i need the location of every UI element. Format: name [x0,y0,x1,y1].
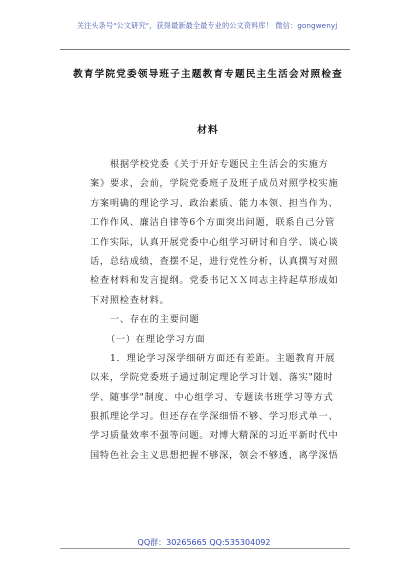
body-line: 以来，学院党委班子通过制定理论学习计划、落实"随时 [90,372,334,384]
subsection-heading: （一）在理论学习方面 [106,333,206,345]
footer-divider [60,548,350,549]
document-body [90,155,358,465]
body-line: 根据学校党委《关于开好专题民主生活会的实施方 [110,159,329,170]
body-line: 检查材料和发言提纲。党委书记ＸＸ同志主持起草形成如 [90,275,339,287]
header-notice: 关注头条号"公文研究"，获得最新最全最专业的公文资料库！ 微信：gongwenyj [76,21,338,30]
section-heading: 一、存在的主要问题 [110,314,200,326]
footer-contact: QQ群：30265665 QQ:535304092 [137,538,271,547]
body-line: 工作实际，认真开展党委中心组学习研讨和自学、谈心谈 [90,236,339,248]
document-title: 教育学院党委领导班子主题教育专题民主生活会对照检查 [73,69,343,80]
body-line: 话，总结成绩，查摆不足，进行党性分析，认真撰写对照 [90,255,339,267]
body-line: 下对照检查材料。 [90,294,170,306]
body-line: 方案明确的理论学习、政治素质、能力本领、担当作为、 [90,197,339,209]
body-line: 学习质量效率不强等问题。对博大精深的习近平新时代中 [90,430,339,442]
body-line: 工作作风、廉洁自律等6个方面突出问题，联系自己分管 [90,217,336,229]
body-line: 国特色社会主义思想把握不够深，领会不够透，离学深悟 [90,449,339,461]
document-title-continued: 材料 [197,125,219,136]
body-line: 学、随事学"制度、中心组学习、专题读书班学习等方式 [90,391,334,403]
body-line: 1．理论学习深学细研方面还有差距。主题教育开展 [110,352,336,364]
body-line: 狠抓理论学习。但还存在学深细悟不够、学习形式单一、 [90,411,339,423]
body-line: 案》要求，会前，学院党委班子及班子成员对照学校实施 [90,178,339,190]
